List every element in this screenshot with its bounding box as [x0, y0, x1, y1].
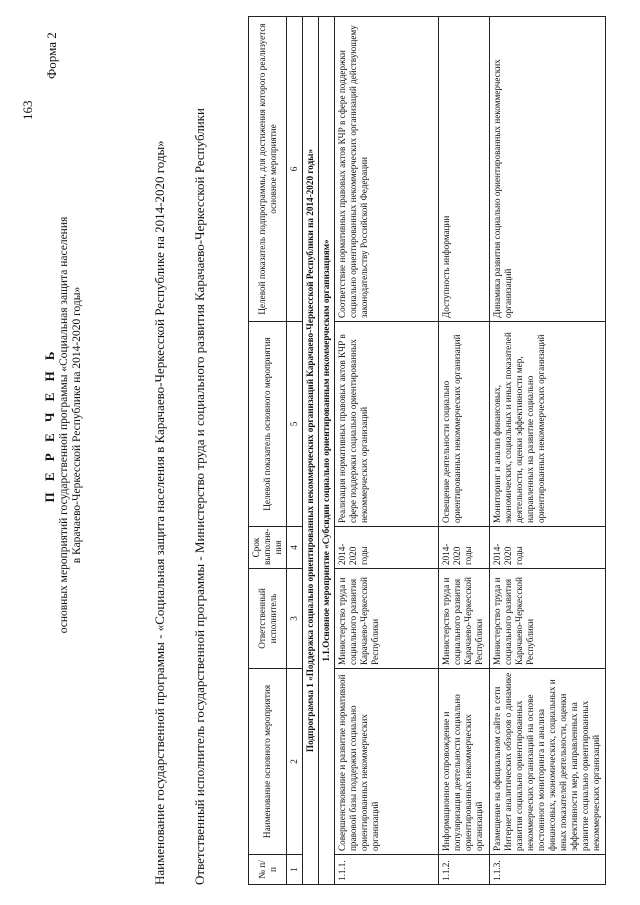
event-executor: Министерство труда и социального развития Карачаево-Черкесской Республики: [439, 569, 490, 669]
table-row: [335, 17, 439, 885]
event-term: 2014-2020 годы: [490, 527, 605, 569]
column-number: 4: [287, 527, 303, 569]
table-header-row: [249, 17, 287, 885]
subprogram-target: Динамика развития социально ориентированных некоммерческих организаций: [490, 17, 605, 322]
column-number: 2: [287, 669, 303, 855]
document-title: П Е Р Е Ч Е Н Ь: [42, 347, 57, 503]
row-number: 1.1.1.: [335, 855, 439, 885]
subprogram-row: [303, 17, 319, 885]
column-number: 5: [287, 322, 303, 527]
header-cell: № п/п: [249, 855, 287, 885]
event-indicator: Освещение деятельности социально ориентированных некоммерческих организаций: [439, 322, 490, 527]
header-cell: Наименование основного мероприятия: [249, 669, 287, 855]
event-name: Размещение на официальном сайте в сети Интернет аналитических обзоров о динамике развития социально ориентированных некоммерческих организаций на основе постоянного мониторинга и анализа финансовых, экономических, социальных и иных показателей деятельности, оценки эффективности мер, направленных на развитие социально ориентированных некоммерческих организаций: [490, 669, 605, 855]
events-table: [248, 16, 606, 885]
header-cell: Целевой показатель основного мероприятия: [249, 322, 287, 527]
header-cell: Ответственный исполнитель: [249, 569, 287, 669]
program-name: Наименование государственной программы - «Социальная защита населения в Карачаево-Черкесской Республике на 2014-2020 годы»: [152, 140, 167, 885]
subprogram-target: Доступность информации: [439, 17, 490, 322]
document-subtitle-line-1: основных мероприятий государственной программы «Социальная защита населения: [57, 216, 70, 634]
row-number: 1.1.3.: [490, 855, 605, 885]
subprogram-title: Подпрограмма 1 «Поддержка социально ориентированных некоммерческих организаций Карачаево-Черкесской Республики на 2014-2020 годы»: [303, 17, 319, 885]
column-number: 6: [287, 17, 303, 322]
subprogram-target: Соответствие нормативных правовых актов КЧР в сфере поддержки социально ориентированных некоммерческих организаций действующему законодательству Российской Федерации: [335, 17, 439, 322]
column-number: 3: [287, 569, 303, 669]
event-name: Совершенствование и развитие нормативной правовой базы поддержки социально ориентированных некоммерческих организаций: [335, 669, 439, 855]
row-number: 1.1.2.: [439, 855, 490, 885]
column-number-row: [287, 17, 303, 885]
header-cell: Целевой показатель подпрограммы, для достижения которого реализуется основное мероприятие: [249, 17, 287, 322]
event-term: 2014-2020 годы: [439, 527, 490, 569]
event-executor: Министерство труда и социального развития Карачаево-Черкесской Республики: [490, 569, 605, 669]
header-cell: Срок выполне-ния: [249, 527, 287, 569]
form-label: Форма 2: [44, 32, 59, 79]
document-heading: [42, 215, 85, 635]
event-term: 2014-2020 годы: [335, 527, 439, 569]
main-event-row: [319, 17, 335, 885]
responsible-executor: Ответственный исполнитель государственной программы - Министерство труда и социального развития Карачаево-Черкесской Республики: [192, 108, 207, 885]
table-row: [490, 17, 605, 885]
table-row: [439, 17, 490, 885]
main-event-title: 1.1.Основное мероприятие «Субсидии социально ориентированным некоммерческим организациям»: [319, 17, 335, 885]
event-indicator: Мониторинг и анализ финансовых, экономических, социальных и иных показателей деятельности, оценки эффективности мер, направленных на развитие социально ориентированных некоммерческих организаций: [490, 322, 605, 527]
page-number: 163: [20, 100, 35, 120]
event-executor: Министерство труда и социального развития Карачаево-Черкесской Республики: [335, 569, 439, 669]
document-subtitle-line-2: в Карачаево-Черкесской Республике на 2014-2020 годы»: [71, 286, 84, 564]
column-number: 1: [287, 855, 303, 885]
event-indicator: Реализация нормативных правовых актов КЧР в сфере поддержки социально ориентированных некоммерческих организаций: [335, 322, 439, 527]
event-name: Информационное сопровождение и популяризация деятельности социально ориентированных некоммерческих организаций: [439, 669, 490, 855]
